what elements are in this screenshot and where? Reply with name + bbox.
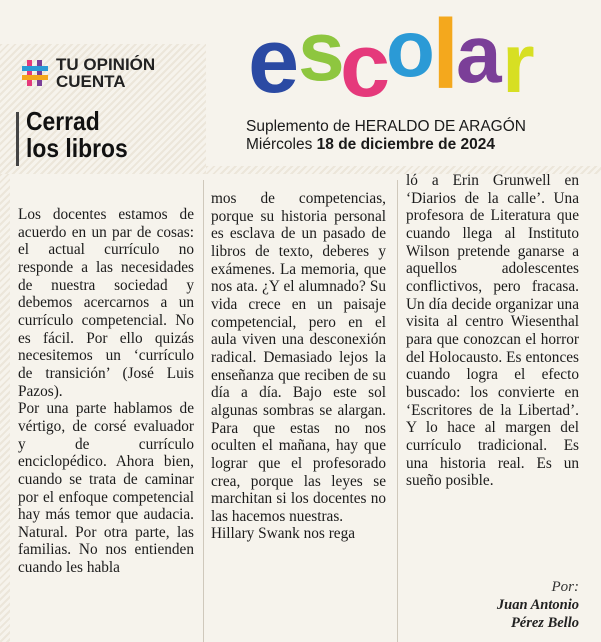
svg-text:l: l [432, 0, 460, 109]
column-rule-2 [397, 180, 398, 642]
left-margin-pattern [0, 174, 10, 642]
hashtag-icon [20, 58, 50, 88]
date-bold: 18 de diciembre de 2024 [316, 136, 495, 153]
section-tag-text [56, 56, 155, 90]
col1-paragraph-2: Por una parte hablamos de vértigo, de corsé evaluador y de currículo enciclopédico. Ahora bien, cuando se trata de caminar por el enfoque competencial hay más temor que audacia. Natural. Por otra parte, las familias. No nos entienden cuando les habla [18, 400, 194, 577]
svg-text:r: r [502, 16, 535, 110]
headline-accent-bar [16, 112, 19, 166]
supplement-line: Suplemento de HERALDO DE ARAGÓN [246, 118, 526, 135]
headline-line2: los libros [26, 133, 128, 163]
article-column-1 [18, 206, 194, 577]
svg-text:o: o [386, 4, 435, 93]
section-tag-line1: TU OPINIÓN [56, 55, 156, 74]
col1-paragraph-1: Los docentes estamos de acuerdo en un par de cosas: el actual currículo no responde a las necesidades de nuestra sociedad y debemos acercarnos a un currículo competencial. No es fácil. Por ello quizás necesitemos un ‘currículo de transición’ (José Luis Pazos). [18, 206, 194, 400]
col2-paragraph-1: mos de competencias, porque su historia personal es esclava de un pasado de libros de texto, deberes y exámenes. La memoria, que nos ata. ¿Y el alumnado? Su vida crece en un paisaje competencial, pero en el aula viven una desconexión radical. Demasiado lejos la enseñanza que reciben de su día a día. Bajo este sol algunas sombras se alargan. Para que estas no nos oculten el mañana, hay que lograr que el profesorado crea, porque las leyes se marchitan si los docentes no las hacemos nuestras. [211, 190, 386, 525]
column-rule-1 [203, 180, 204, 642]
article-column-2 [211, 190, 386, 543]
svg-text:e: e [248, 10, 300, 112]
svg-text:a: a [456, 9, 502, 100]
signature-por: Por: [551, 579, 579, 595]
svg-text:c: c [340, 16, 391, 116]
author-name-line2: Pérez Bello [510, 615, 579, 631]
weekday: Miércoles [246, 136, 313, 153]
col3-paragraph-1: ló a Erin Grunwell en ‘Diarios de la calle’. Una profesora de Literatura que cuando llega al Instituto Wilson pretende ganarse a aquellos adolescentes conflictivos, pero fracasa. Un día decide organizar una visita al centro Wiesenthal para que conozcan el horror del Holocausto. Es entonces cuando logra el efecto buscado: los convierte en ‘Escritores de la Libertad’. Y lo hace al margen del currículo tradicional. Es una historia real. Es un sueño posible. [406, 172, 579, 490]
article-column-3 [406, 172, 579, 490]
section-tag-line2: CUENTA [56, 72, 126, 91]
headline-line1: Cerrad [26, 106, 100, 136]
section-tag [20, 56, 155, 90]
author-signature [497, 578, 579, 632]
headline [26, 108, 128, 162]
publication-date [246, 136, 495, 154]
col2-paragraph-2: Hillary Swank nos rega [211, 525, 356, 543]
svg-text:s: s [298, 4, 345, 98]
author-name-line1: Juan Antonio [496, 597, 579, 613]
escolar-logo [248, 0, 548, 118]
